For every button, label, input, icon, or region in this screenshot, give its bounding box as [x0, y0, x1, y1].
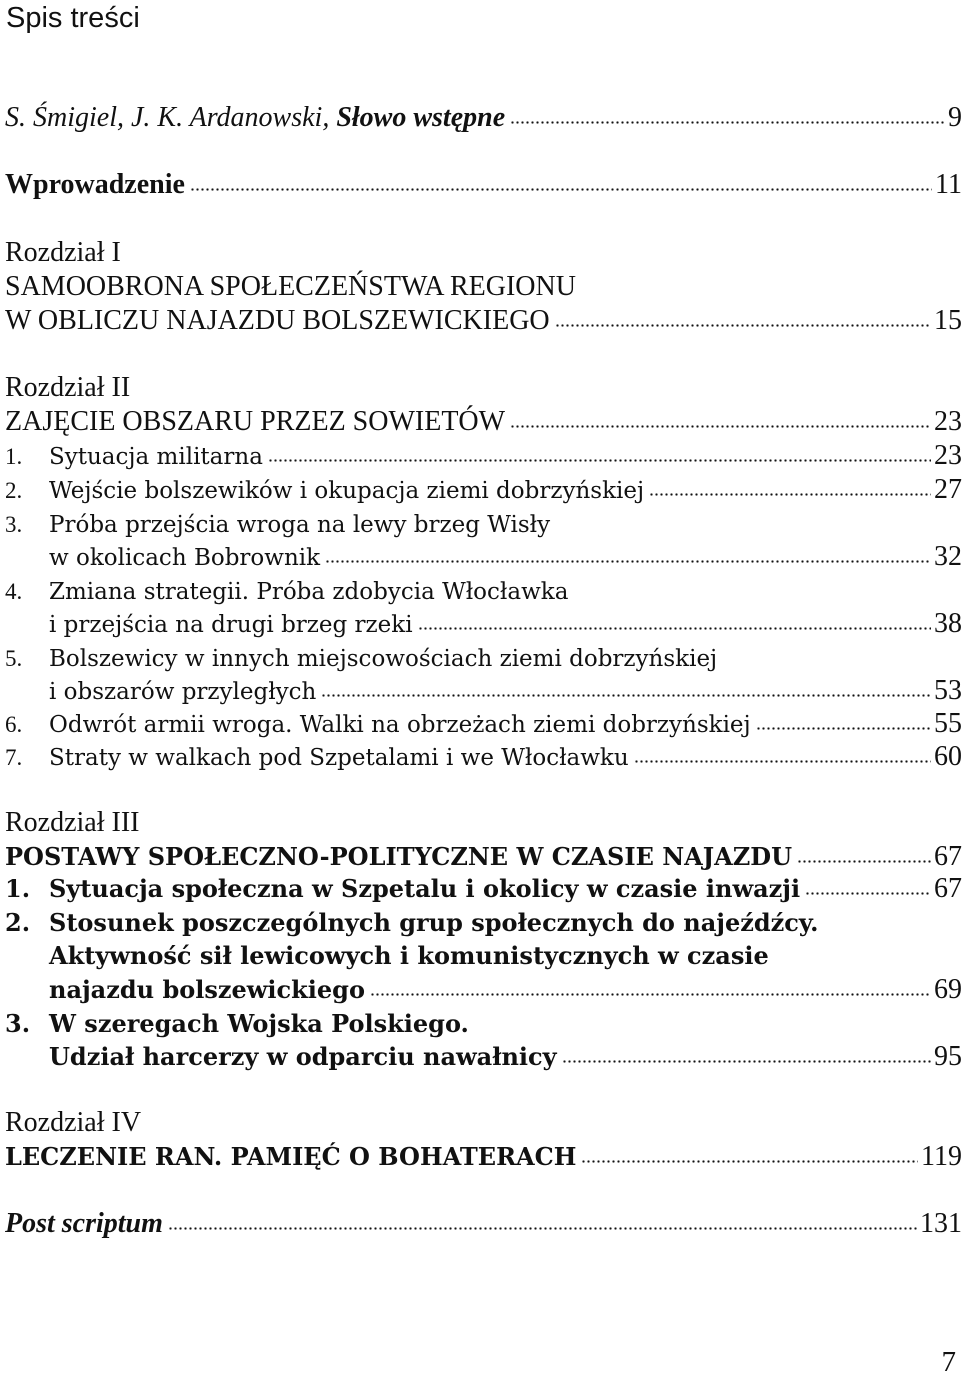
- toc-page-number: 9: [948, 102, 962, 133]
- toc-subentry-line: [5, 641, 962, 675]
- toc-subentry-line: [5, 906, 962, 940]
- leader-dots: [581, 1157, 918, 1165]
- item-text: w okolicach Bobrownik: [49, 545, 321, 571]
- toc-entry-chapter2: [5, 405, 962, 439]
- leader-dots: [562, 1057, 931, 1065]
- toc-page-number: 53: [934, 675, 962, 706]
- chapter-heading: Rozdział IV: [5, 1107, 142, 1138]
- toc-subentry: [5, 674, 962, 708]
- toc-entry-chapter3: [5, 840, 962, 874]
- toc-page-number: 23: [934, 440, 962, 471]
- item-text: najazdu bolszewickiego: [49, 975, 365, 1004]
- chapter-title-line: W OBLICZU NAJAZDU BOLSZEWICKIEGO: [5, 305, 550, 336]
- item-text: Zmiana strategii. Próba zdobycia Włocławka: [49, 579, 569, 605]
- toc-entry-chapter1: [5, 304, 962, 338]
- toc-entry-label: Wprowadzenie: [5, 169, 185, 200]
- item-text: Bolszewicy w innych miejscowościach ziemi dobrzyńskiej: [49, 646, 718, 672]
- toc-subentry-line: [5, 1007, 962, 1041]
- item-number: 6.: [5, 712, 23, 737]
- toc-subentry-line: [5, 574, 962, 608]
- intro-authors: S. Śmigiel, J. K. Ardanowski,: [5, 102, 337, 133]
- chapter-title-line: SAMOOBRONA SPOŁECZEŃSTWA REGIONU: [5, 271, 576, 302]
- toc-subentry-label: [5, 440, 263, 474]
- toc-subentry-label: [5, 872, 800, 906]
- item-text: Wejście bolszewików i okupacja ziemi dobrzyńskiej: [49, 478, 645, 504]
- leader-dots: [649, 490, 931, 498]
- item-text: W szeregach Wojska Polskiego.: [49, 1009, 469, 1038]
- toc-entry-postscript: [5, 1207, 962, 1241]
- item-number: 4.: [5, 579, 23, 604]
- toc-entry-intro-label: [5, 101, 505, 135]
- toc-entry-chapter4: [5, 1140, 962, 1174]
- leader-dots: [321, 691, 931, 699]
- item-text: Odwrót armii wroga. Walki na obrzeżach ziemi dobrzyńskiej: [49, 712, 751, 738]
- item-text: Aktywność sił lewicowych i komunistycznych w czasie: [49, 941, 769, 970]
- toc-page-number: 55: [934, 708, 962, 739]
- toc-page-number: 131: [920, 1208, 962, 1239]
- chapter-heading: Rozdział II: [5, 372, 131, 403]
- toc-subentry: [5, 973, 962, 1007]
- leader-dots: [555, 321, 931, 329]
- item-text: Próba przejścia wroga na lewy brzeg Wisły: [49, 512, 551, 538]
- toc-page-number: 23: [934, 406, 962, 437]
- toc-subentry: [5, 473, 962, 507]
- leader-dots: [168, 1224, 917, 1232]
- item-text: Sytuacja społeczna w Szpetalu i okolicy w czasie inwazji: [49, 874, 801, 903]
- leader-dots: [268, 456, 931, 464]
- chapter-heading: Rozdział III: [5, 807, 140, 838]
- toc-subentry: [5, 872, 962, 906]
- toc-entry-intro: [5, 101, 962, 135]
- toc-subentry-label: [5, 741, 629, 775]
- item-number: 2.: [5, 908, 31, 937]
- page-number: 7: [941, 1346, 956, 1378]
- chapter-title: LECZENIE RAN. PAMIĘĆ O BOHATERACH: [5, 1142, 577, 1171]
- toc-page-number: 60: [934, 741, 962, 772]
- leader-dots: [370, 990, 931, 998]
- toc-subentry-label: [5, 474, 644, 508]
- item-number: 1.: [5, 444, 23, 469]
- toc-subentry: [5, 740, 962, 774]
- toc-subentry: [5, 439, 962, 473]
- toc-page-number: 67: [934, 873, 962, 904]
- leader-dots: [756, 724, 931, 732]
- leader-dots: [805, 889, 931, 897]
- item-text: i obszarów przyległych: [49, 679, 317, 705]
- item-text: i przejścia na drugi brzeg rzeki: [49, 612, 413, 638]
- chapter-title: ZAJĘCIE OBSZARU PRZEZ SOWIETÓW: [5, 406, 506, 437]
- toc-page-number: 27: [934, 474, 962, 505]
- chapter-title: POSTAWY SPOŁECZNO-POLITYCZNE W CZASIE NAJAZDU: [5, 842, 793, 871]
- toc-subentry: [5, 1040, 962, 1074]
- leader-dots: [190, 185, 932, 193]
- item-text: Sytuacja militarna: [49, 444, 263, 470]
- toc-page-number: 11: [935, 169, 962, 200]
- leader-dots: [510, 118, 945, 126]
- page-title: Spis treści: [6, 2, 140, 34]
- leader-dots: [418, 624, 931, 632]
- toc-subentry: [5, 540, 962, 574]
- item-text: Straty w walkach pod Szpetalami i we Włocławku: [49, 745, 629, 771]
- item-number: 3.: [5, 1009, 31, 1038]
- chapter-heading: Rozdział I: [5, 237, 121, 268]
- leader-dots: [325, 557, 931, 565]
- item-number: 3.: [5, 512, 23, 537]
- leader-dots: [634, 757, 931, 765]
- item-number: 2.: [5, 478, 23, 503]
- leader-dots: [510, 422, 931, 430]
- item-number: 1.: [5, 874, 31, 903]
- toc-subentry: [5, 607, 962, 641]
- toc-subentry: [5, 707, 962, 741]
- toc-page-number: 119: [921, 1141, 962, 1172]
- leader-dots: [797, 857, 931, 865]
- item-number: 7.: [5, 745, 23, 770]
- toc-page-number: 67: [934, 841, 962, 872]
- toc-subentry-label: [5, 708, 751, 742]
- toc-page-number: 32: [934, 541, 962, 572]
- item-number: 5.: [5, 646, 23, 671]
- toc-entry-label: Post scriptum: [5, 1208, 163, 1239]
- toc-page-number: 69: [934, 974, 962, 1005]
- item-text: Stosunek poszczególnych grup społecznych do najeźdźcy.: [49, 908, 819, 937]
- toc-subentry-line: [5, 507, 962, 541]
- toc-entry-wprowadzenie: [5, 168, 962, 202]
- toc-page-number: 95: [934, 1041, 962, 1072]
- toc-page-number: 15: [934, 305, 962, 336]
- toc-subentry-line: [5, 939, 962, 973]
- item-text: Udział harcerzy w odparciu nawałnicy: [49, 1042, 557, 1071]
- intro-title: Słowo wstępne: [336, 102, 506, 133]
- toc-page-number: 38: [934, 608, 962, 639]
